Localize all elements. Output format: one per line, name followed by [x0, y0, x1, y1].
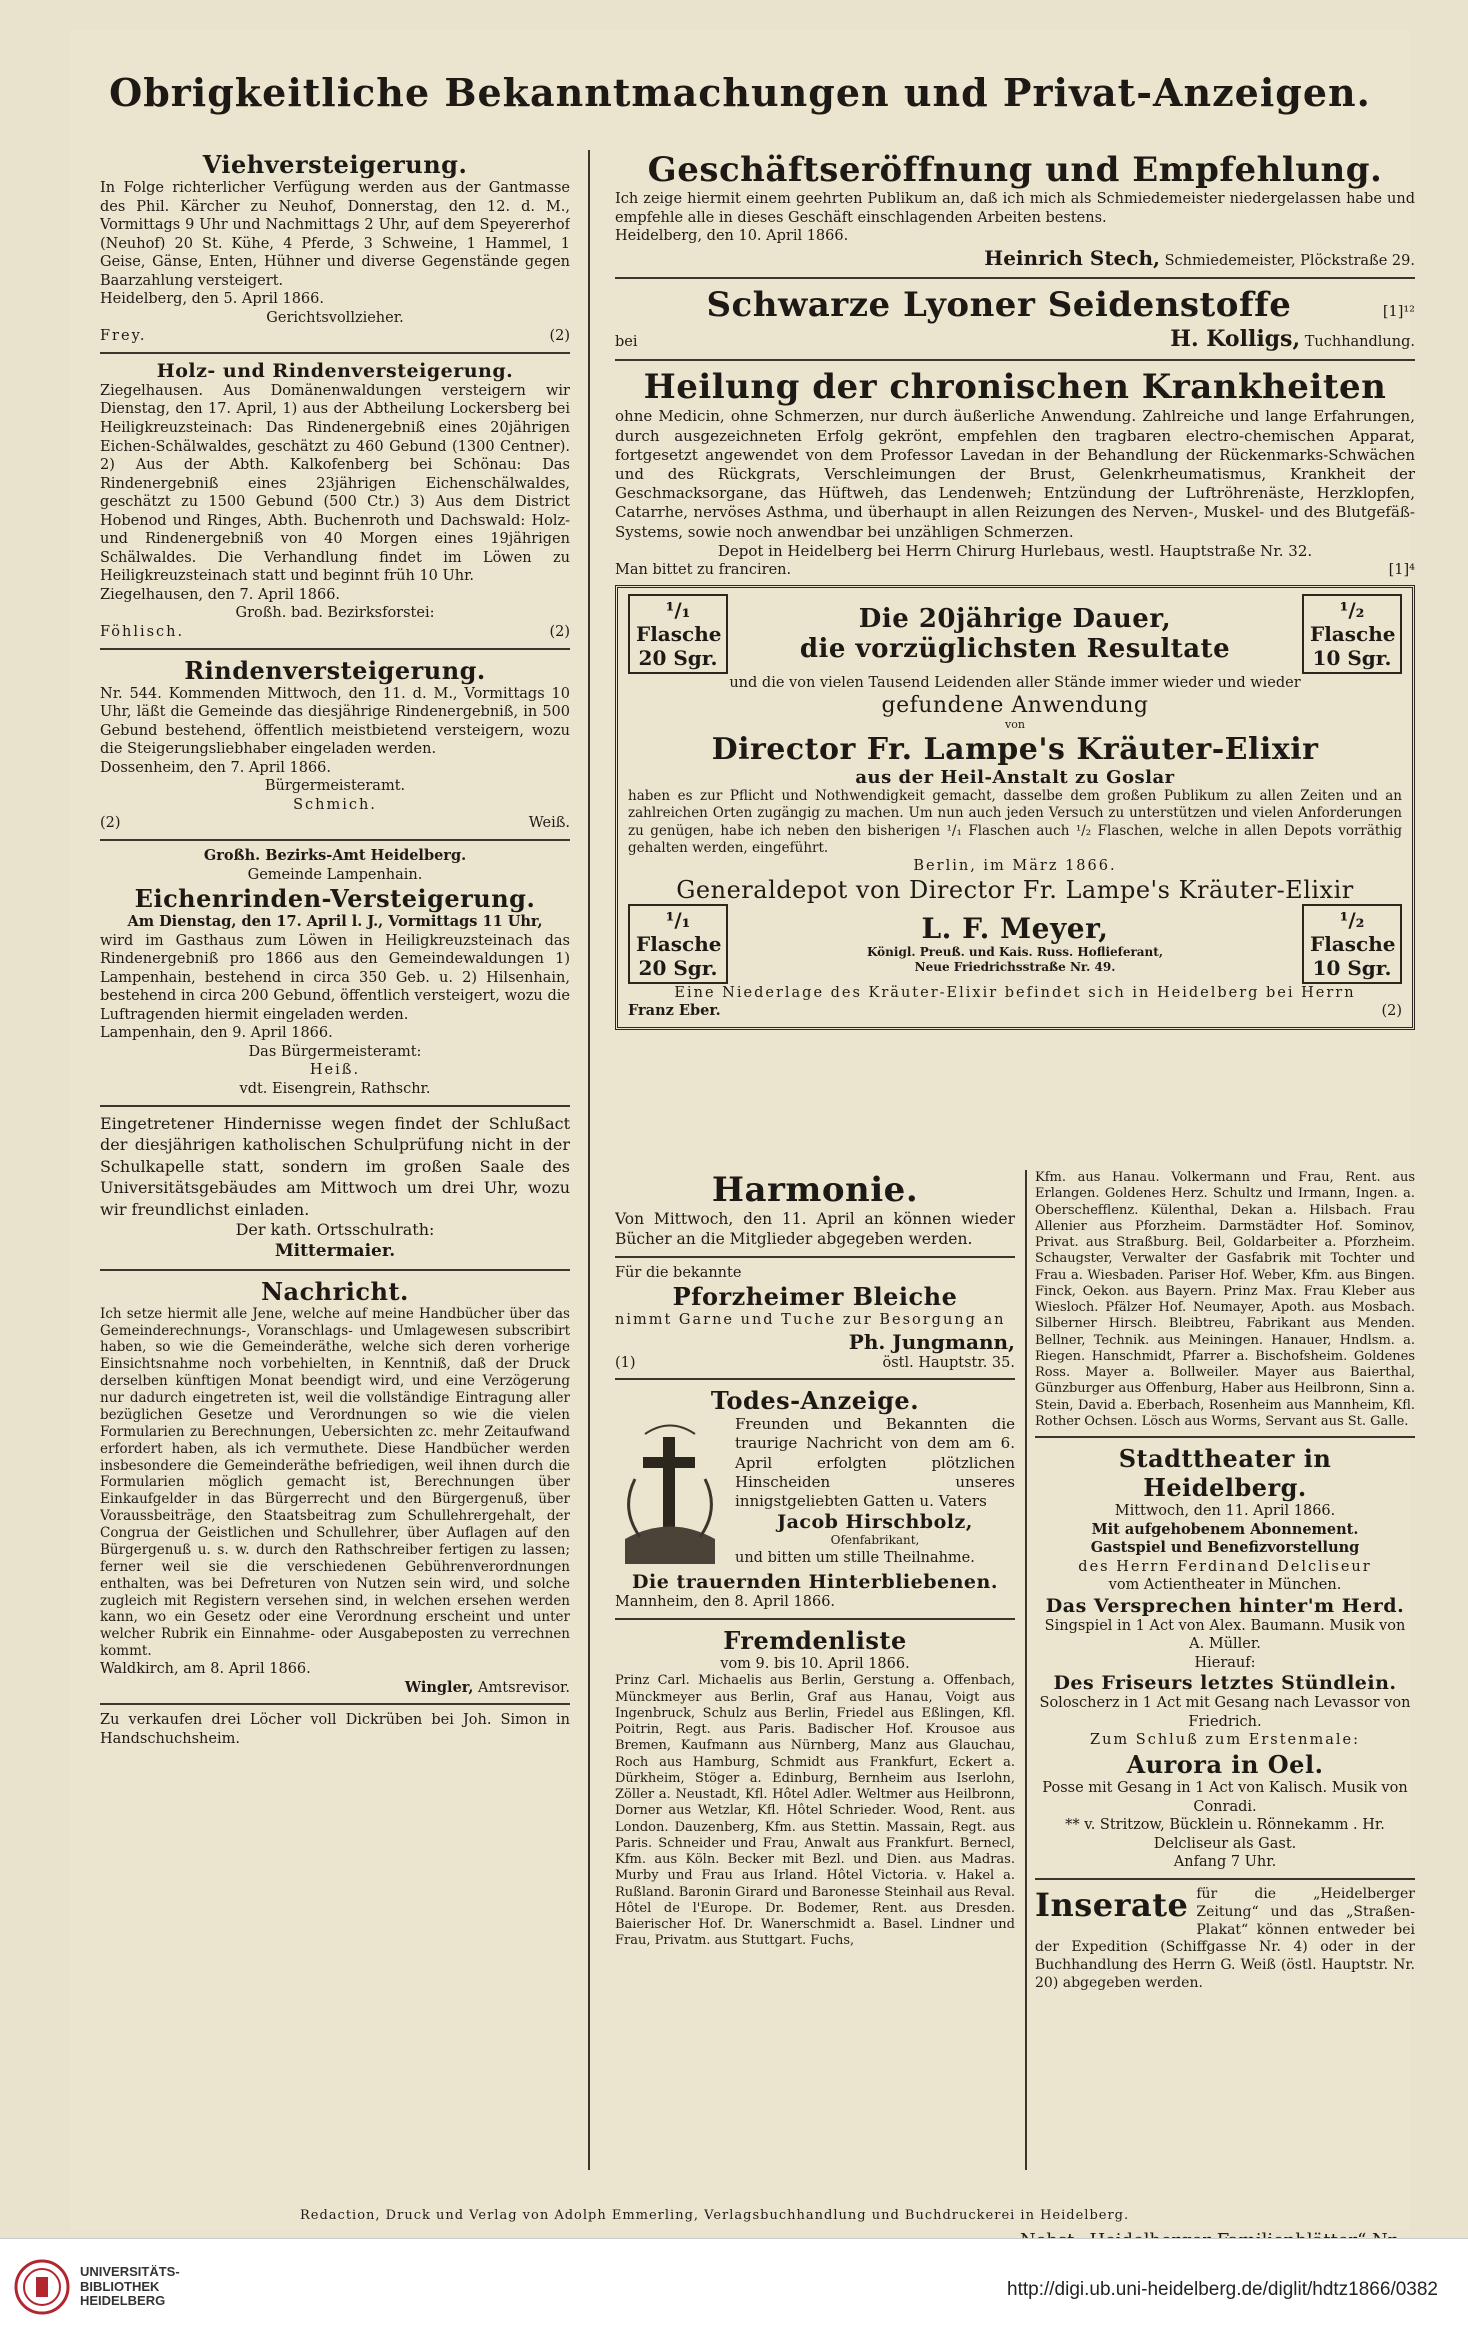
ad-date: Lampenhain, den 9. April 1866. — [100, 1025, 333, 1042]
library-footer — [0, 2238, 1468, 2352]
ad-title: Harmonie. — [711, 1170, 919, 1210]
ad-signer: Mittermaier. — [274, 1240, 396, 1261]
divider — [1035, 1878, 1415, 1880]
ad-name: Heinrich Stech, — [984, 245, 1160, 270]
library-name-line: BIBLIOTHEK — [80, 2278, 160, 2294]
grave-cross-image — [615, 1419, 725, 1569]
ad-signer: Föhlisch. — [100, 624, 185, 641]
ad-title: Stadttheater in Heidelberg. — [1118, 1444, 1332, 1502]
rinden-ad — [100, 656, 570, 833]
divider — [100, 1105, 570, 1107]
library-name — [80, 2265, 180, 2310]
divider — [1035, 1436, 1415, 1438]
ad-title: Schwarze Lyoner Seidenstoffe — [706, 285, 1292, 326]
price-box — [1302, 904, 1402, 984]
theater-abo: Mit aufgehobenem Abonnement. — [1091, 1520, 1359, 1538]
theater-hierauf: Hierauf: — [1194, 1654, 1256, 1671]
ad-pre: bei — [615, 334, 638, 351]
inserate-ad — [1035, 1886, 1415, 1993]
ad-pre-2: Gemeinde Lampenhain. — [247, 866, 423, 883]
theater-anfang: Anfang 7 Uhr. — [1173, 1854, 1277, 1871]
ad-office: Das Bürgermeisteramt: — [248, 1043, 422, 1060]
newspaper-page — [70, 30, 1415, 2230]
ad-depot: Depot in Heidelberg bei Herrn Chirurg Hurlebaus, westl. Hauptstraße Nr. 32. — [717, 541, 1313, 560]
price-size: ¹/₁ Flasche — [636, 598, 722, 647]
lampe-head-1: Die 20jährige Dauer, — [858, 604, 1172, 635]
divider — [615, 1378, 1015, 1380]
ad-body: Von Mittwoch, den 11. April an können wieder Bücher an die Mitglieder abgegeben werden. — [615, 1210, 1015, 1248]
ad-count: (2) — [549, 624, 570, 641]
nachricht-ad — [100, 1277, 570, 1697]
theater-play-1: Das Versprechen hinter'm Herd. — [1045, 1594, 1405, 1617]
ad-title: Eichenrinden-Versteigerung. — [134, 884, 536, 914]
ad-body: Ziegelhausen. Aus Domänenwaldungen versteigern wir Dienstag, den 17. April, 1) aus der Abtheilung Lockersberg bei Heiligkreuzsteinach: Das Rindenergebniß eines 20jährigen Eichen-Schälwaldes, geschätzt zu 460 Gebund (1300 Centner). 2) Aus der Abth. Kalkofenberg bei Schönau: Das Rindenergebniß eines 23jährigen Eichenschälwaldes, geschätzt zu 1500 Gebund (500 Ctr.) 3) Aus dem District Hobenod und Ringes, Abth. Buchenroth und Dachswald: Holz- und Rindenergebniß von 40 Morgen eines 19jährigen Schälwaldes. Die Verhandlung findet im Löwen zu Heiligkreuzsteinach statt und beginnt früh 10 Uhr. — [100, 382, 570, 585]
theater-gast: Gastspiel und Benefizvorstellung — [1090, 1539, 1360, 1557]
ad-body: Prinz Carl. Michaelis aus Berlin, Gerstung a. Offenbach, Münckmeyer aus Berlin, Graf aus Hanau, Voigt aus Ingenbruck, Schulz aus Berlin, Friedel aus Eßlingen, Kfl. Poitrin, Regt. aus Paris. Badischer Hof. Krousoe aus Bremen, Kaufmann aus Nürnberg, Manz aus Glauchau, Roch aus Hamburg, Schmidt aus Frankfurt, Eckert a. Dürkheim, Stöger a. Edinburg, Bernheim aus Iserlohn, Zöller a. Neustadt, Kfl. Hôtel Adler. Weltmer aus Heilbronn, Dorner aus Wetzlar, Kfl. Hôtel Schrieder. Wood, Rent. aus London. Dauzenberg, Kfm. aus Stettin. Massain, Regt. aus Paris. Schneider und Frau, Anwalt aus Frankfurt. Bernecl, Kfm. aus Köln. Becker mit Bezl. und Dien. aus Madras. Murby und Frau aus Irland. Hôtel Victoria. v. Hakel a. Rußland. Baronin Girard und Baronesse Steinhail aus Reval. Hôtel de l'Europe. Dr. Bodemer, Rent. aus Dresden. Baierischer Hof. Dr. Wanerschmidt a. Basel. Lindner und Frau, Privatm. aus Stuttgart. Fuchs, — [615, 1673, 1015, 1949]
ad-body: wird im Gasthaus zum Löwen in Heiligkreuzsteinach das Rindenergebniß pro 1866 aus den Gemeindewaldungen 1) Lampenhain, bestehend in circa 350 Geb. u. 2) Hilsenhain, bestehend in circa 200 Gebund, öffentlich versteigert, wozu die Luftragenden hiermit eingeladen werden. — [100, 932, 570, 1023]
ad-job: Ofenfabrikant, — [830, 1533, 920, 1548]
theater-play-3-desc: Posse mit Gesang in 1 Act von Kalisch. Musik von Conradi. — [1042, 1780, 1408, 1815]
lampe-ad — [615, 585, 1415, 1029]
lampe-place: aus der Heil-Anstalt zu Goslar — [855, 767, 1175, 789]
ad-body: nimmt Garne und Tuche zur Besorgung an — [615, 1312, 1006, 1329]
divider — [615, 1256, 1015, 1258]
lampe-niederlage: Eine Niederlage des Kräuter-Elixir befindet sich in Heidelberg bei Herrn — [674, 984, 1356, 1001]
geschaeft-ad — [615, 150, 1415, 271]
imprint-line: Redaction, Druck und Verlag von Adolph Emmerling, Verlagsbuchhandlung und Buchdruckerei in Heidelberg. — [300, 2208, 1130, 2223]
theater-date: Mittwoch, den 11. April 1866. — [1114, 1503, 1336, 1519]
price-value: 10 Sgr. — [1312, 955, 1392, 980]
lampe-meyer: L. F. Meyer, — [921, 911, 1109, 945]
ad-signer: Frey. — [100, 328, 147, 345]
ad-title: Nachricht. — [261, 1276, 409, 1306]
ad-body: Ich zeige hiermit einem geehrten Publikum an, daß ich mich als Schmiedemeister niedergelassen habe und empfehle alle in dieses Geschäft einschlagenden Arbeiten bestens. — [615, 191, 1415, 226]
ad-sub: vom 9. bis 10. April 1866. — [720, 1655, 910, 1672]
fremdenliste-continued: Kfm. aus Hanau. Volkermann und Frau, Rent. aus Erlangen. Goldenes Herz. Schultz und Irmann, Ingen. a. Oberschefflenz. Külenthal, Dekan a. Hilsbach. Frau Allenier aus Pforzheim. Darmstädter Hof. Sominov, Privat. aus Straßburg. Beil, Goldarbeiter a. Pforzheim. Schaugster, Verwalter der Gasfabrik mit Tochter und Frau a. Wiesbaden. Pariser Hof. Weber, Kfm. aus Bingen. Finck, Oekon. aus Bayern. Prinz Max. Frau Kleber aus Wiesloch. Pfälzer Hof. Neumayer, Apoth. aus Mosbach. Silberner Hirsch. Bleibtreu, Fabrikant aus Menden. Bellner, Technik. aus Meiningen. Hanauer, Hndlsm. a. Riegen. Hanschmidt, Pfarrer a. Bischofsheim. Goldenes Ross. Mayer a. Bollweiler. Mayer aus Baierthal, Günzburger aus Offenburg, Haber aus Heilbronn, Sinn a. Stein, David a. Eberbach, Rosenheim aus Mannheim, Kfl. Rother Ochsen. Lösch aus Worms, Servant aus St. Galle. — [1035, 1170, 1415, 1429]
verkaufen-ad: Zu verkaufen drei Löcher voll Dickrüben bei Joh. Simon in Handschuchsheim. — [100, 1712, 570, 1747]
ad-title: Rindenversteigerung. — [184, 655, 486, 685]
price-box — [1302, 594, 1402, 674]
divider — [615, 277, 1415, 279]
divider — [100, 352, 570, 354]
library-name-line: HEIDELBERG — [80, 2293, 166, 2309]
divider — [615, 1618, 1015, 1620]
column-rule — [1025, 1170, 1027, 2170]
ad-signer: Wingler, — [404, 1678, 474, 1696]
ad-date: Mannheim, den 8. April 1866. — [615, 1594, 836, 1611]
divider — [100, 1269, 570, 1271]
ad-body: für die „Heidelberger Zeitung“ und das „Straßen-Plakat“ können entweder bei der Expedition (Schiffgasse Nr. 4) oder in der Buchhandlung des Herrn G. Weiß (östl. Hauptstr. Nr. 20) abgegeben werden. — [1035, 1885, 1415, 1992]
holz-ad — [100, 360, 570, 642]
ad-office: Bürgermeisteramt. — [264, 778, 406, 795]
ad-signer-2: Weiß. — [528, 815, 570, 832]
ad-count: [1]¹² — [1382, 304, 1415, 321]
theater-play-3: Aurora in Oel. — [1126, 1750, 1324, 1780]
price-box — [628, 904, 728, 984]
harmonie-ad — [615, 1170, 1015, 1250]
ad-signer-2: vdt. Eisengrein, Rathschr. — [239, 1080, 431, 1097]
theater-vom: vom Actientheater in München. — [1108, 1577, 1342, 1594]
theater-herrn: des Herrn Ferdinand Delcliseur — [1078, 1558, 1372, 1575]
ad-count: (1) — [615, 1354, 636, 1371]
right-column — [615, 150, 1415, 1170]
theater-play-2: Des Friseurs letztes Stündlein. — [1053, 1672, 1397, 1695]
ad-name: Jacob Hirschbolz, — [777, 1511, 973, 1534]
seide-ad — [615, 285, 1415, 353]
ad-shop: Tuchhandlung. — [1304, 334, 1415, 351]
divider — [100, 648, 570, 650]
price-value: 20 Sgr. — [638, 955, 718, 980]
price-size: ¹/₂ Flasche — [1310, 598, 1396, 647]
library-name-line: UNIVERSITÄTS- — [80, 2263, 180, 2279]
theater-play-2-desc: Soloscherz in 1 Act mit Gesang nach Levassor von Friedrich. — [1039, 1695, 1411, 1730]
library-logo[interactable] — [14, 2259, 180, 2315]
lampe-eber: Franz Eber. — [628, 1002, 721, 1020]
lampe-meyer-addr: Neue Friedrichsstraße Nr. 49. — [914, 960, 1116, 975]
ad-date: Waldkirch, am 8. April 1866. — [100, 1661, 311, 1678]
price-size: ¹/₁ Flasche — [636, 907, 722, 956]
ad-name: H. Kolligs, — [1170, 326, 1301, 353]
ad-after: und bitten um stille Theilnahme. — [735, 1549, 975, 1566]
lampe-meyer-sub: Königl. Preuß. und Kais. Russ. Hoflieferant, — [867, 944, 1163, 959]
ad-address: östl. Hauptstr. 35. — [882, 1354, 1015, 1371]
todes-ad — [615, 1386, 1015, 1612]
ad-office: Großh. bad. Bezirksforstei: — [235, 605, 435, 622]
divider — [615, 359, 1415, 361]
ad-title: Viehversteigerung. — [202, 150, 468, 179]
ad-name: Ph. Jungmann, — [848, 1329, 1015, 1354]
schul-ad — [100, 1113, 570, 1263]
fremdenliste — [615, 1626, 1015, 1950]
ad-pre: Für die bekannte — [615, 1264, 742, 1281]
price-size: ¹/₂ Flasche — [1310, 907, 1396, 956]
theater-schluss: Zum Schluß zum Erstenmale: — [1090, 1732, 1360, 1749]
ad-date: Ziegelhausen, den 7. April 1866. — [100, 586, 341, 603]
ad-body: Nr. 544. Kommenden Mittwoch, den 11. d. M., Vormittags 10 Uhr, läßt die Gemeinde das diesjährige Rindenergebniß, in 500 Gebund bestehend, öffentlich meistbietend versteigern, wozu die Steigerungsliebhaber eingeladen werden. — [100, 685, 570, 758]
lampe-body: haben es zur Pflicht und Nothwendigkeit gemacht, dasselbe dem großen Publikum zu allen Zeiten und an zahlreichen Orten zugängig zu machen. Um nun auch jeden Versuch zu unterstützen und vielen Anforderungen zu genügen, habe ich neben den bisherigen ¹/₁ Flaschen auch ¹/₂ Flaschen, welche in allen Depots vorräthig gehalten werden, eingeführt. — [628, 788, 1402, 856]
lampe-sub: gefundene Anwendung — [881, 692, 1149, 718]
vieh-ad — [100, 150, 570, 346]
ad-title: Inserate — [1035, 1885, 1189, 1924]
theater-ad — [1035, 1444, 1415, 1872]
ad-title: Holz- und Rindenversteigerung. — [156, 359, 514, 382]
ad-date: Heidelberg, den 10. April 1866. — [615, 228, 849, 245]
ad-count: (2) — [549, 328, 570, 345]
price-value: 10 Sgr. — [1312, 646, 1392, 671]
ad-title: Todes-Anzeige. — [710, 1386, 920, 1416]
cross-icon — [615, 1419, 725, 1569]
divider — [100, 1703, 570, 1705]
ad-signer: Schmich. — [293, 796, 377, 813]
lampe-von: von — [1005, 717, 1025, 731]
ad-date: Dossenheim, den 7. April 1866. — [100, 759, 332, 776]
lampe-head-2: die vorzüglichsten Resultate — [799, 634, 1231, 665]
ad-sub: Am Dienstag, den 17. April l. J., Vormittags 11 Uhr, — [127, 913, 543, 931]
column-rule — [588, 150, 590, 2170]
right-sub-right-column — [1035, 1170, 1415, 2170]
ad-title: Fremdenliste — [723, 1625, 907, 1655]
ad-signer-title: Amtsrevisor. — [478, 1679, 570, 1696]
ad-pre: Großh. Bezirks-Amt Heidelberg. — [203, 846, 467, 864]
ad-title: Geschäftseröffnung und Empfehlung. — [647, 150, 1383, 190]
divider — [100, 839, 570, 841]
lampe-title: Director Fr. Lampe's Kräuter-Elixir — [711, 732, 1319, 768]
ad-office: Der kath. Ortsschulrath: — [235, 1220, 435, 1240]
theater-play-1-desc: Singspiel in 1 Act von Alex. Baumann. Musik von A. Müller. — [1044, 1617, 1406, 1653]
ad-count: (2) — [1381, 1003, 1402, 1020]
masthead: Obrigkeitliche Bekanntmachungen und Privat-Anzeigen. — [109, 70, 1371, 115]
ad-title: Pforzheimer Bleiche — [672, 1282, 958, 1312]
ad-body: Ich setze hiermit alle Jene, welche auf meine Handbücher über das Gemeinderechnungs-, Voranschlags- und Umlagewesen subscribirt haben, so wie die Gemeinderäthe, welche sich deren vorherige Einsichtsnahme noch vorbehielten, in Kenntniß, daß der Druck derselben künftigen Monat beendigt wird, und eine Verzögerung nur dadurch eingetreten ist, weil die vollständige Eintragung aller bezüglichen Gesetze und Verordnungen so wie die vielen Formularien zu Berechnungen, Uebersichten zc. mehr Zeitaufwand erfordert haben, als ich vermuthete. Diese Handbücher werden insbesondere die Gemeinderäthe befriedigen, weil ihnen durch die Formularien möglich gemacht ist, Berechnungen über Einkaufgelder in das Bürgerrecht und den Bürgergenuß, über Voraussbeiträge, den Staatsbeitrag zum Schullehrergehalt, der Congrua der Geistlichen und Schullehrer, über Auflagen auf den Bürgergenuß u. s. w. durch den Rathschreiber fertigen zu lassen; ferner weil sie die verschiedenen Gebührenverordnungen enthalten, was bei Defreturen von Nutzen sein wird, und solche zugleich mit Registern versehen sind, in welchen ersehen werden kann, wo ein Gesetz oder eine Verordnung erscheint und unter welcher Rubrik ein Einnahme- oder Ausgabeposten zu verrechnen kommt. — [100, 1305, 570, 1660]
ad-office: Gerichtsvollzieher. — [266, 309, 404, 326]
price-value: 20 Sgr. — [638, 646, 718, 671]
permalink-url[interactable]: http://digi.ub.uni-heidelberg.de/diglit/hdtz1866/0382 — [1007, 2279, 1438, 2300]
ad-address: Schmiedemeister, Plöckstraße 29. — [1164, 252, 1415, 269]
lampe-generaldepot: Generaldepot von Director Fr. Lampe's Kräuter-Elixir — [676, 875, 1354, 904]
ad-body: ohne Medicin, ohne Schmerzen, nur durch äußerliche Anwendung. Zahlreiche und lange Erfahrungen, durch ausgezeichneten Erfolg gekrönt, empfehlen den tragbaren electro-chemischen Apparat, fortgesetzt angewendet von dem Professor Lavedan in der Behandlung der Rückenmarks-Schwächen und des Rückgrats, Verschleimungen der Brust, Gelenkrheumatismus, Krankheit der Geschmacksorgane, das Hüftweh, das Lendenweh; Entzündung der Luftröhrenäste, Herzklopfen, Catarrhe, nervöses Asthma, und überhaupt in allen Reizungen des Nerven-, Muskel- und des Blutgefäß-Systems, sowie noch anwendbar bei unzähligen Schmerzen. — [615, 407, 1415, 541]
ad-count: (2) — [100, 815, 121, 832]
price-box — [628, 594, 728, 674]
eichen-ad — [100, 847, 570, 1099]
ad-body: In Folge richterlicher Verfügung werden aus der Gantmasse des Phil. Kärcher zu Neuhof, Donnerstag, den 12. d. M., Vormittags 9 Uhr und Nachmittags 2 Uhr, auf dem Speyererhof (Neuhof) 20 St. Kühe, 4 Pferde, 3 Schweine, 1 Hammel, 1 Geise, Gänse, Enten, Hühner und diverse Gegenstände gegen Baarzahlung versteigert. — [100, 180, 570, 289]
left-column — [100, 150, 570, 2150]
lampe-line: und die von vielen Tausend Leidenden aller Stände immer wieder und wieder — [729, 675, 1301, 692]
ad-body: Freunden und Bekannten die traurige Nachricht von dem am 6. April erfolgten plötzlichen Hinscheiden unseres innigstgeliebten Gatten u. Vaters — [735, 1415, 1015, 1511]
university-seal-icon — [14, 2259, 70, 2315]
lampe-date: Berlin, im März 1866. — [913, 858, 1117, 875]
ad-sign: Die trauernden Hinterbliebenen. — [632, 1571, 998, 1594]
ad-date: Heidelberg, den 5. April 1866. — [100, 291, 324, 308]
ad-title: Heilung der chronischen Krankheiten — [643, 367, 1387, 408]
ad-signer: Heiß. — [309, 1062, 361, 1079]
right-sub-left-column — [615, 1170, 1015, 2170]
ad-body: Eingetretener Hindernisse wegen findet der Schlußact der diesjährigen katholischen Schulprüfung nicht in der Schulkapelle statt, sondern im großen Saale des Universitätsgebäudes am Mittwoch um drei Uhr, wozu wir freundlichst einladen. — [100, 1113, 570, 1219]
theater-cast: ** v. Stritzow, Bücklein u. Rönnekamm . Hr. Delcliseur als Gast. — [1065, 1817, 1385, 1852]
ad-count: [1]⁴ — [1388, 561, 1415, 578]
bleiche-ad — [615, 1264, 1015, 1373]
ad-franco: Man bittet zu franciren. — [615, 561, 792, 578]
heilung-ad — [615, 367, 1415, 579]
